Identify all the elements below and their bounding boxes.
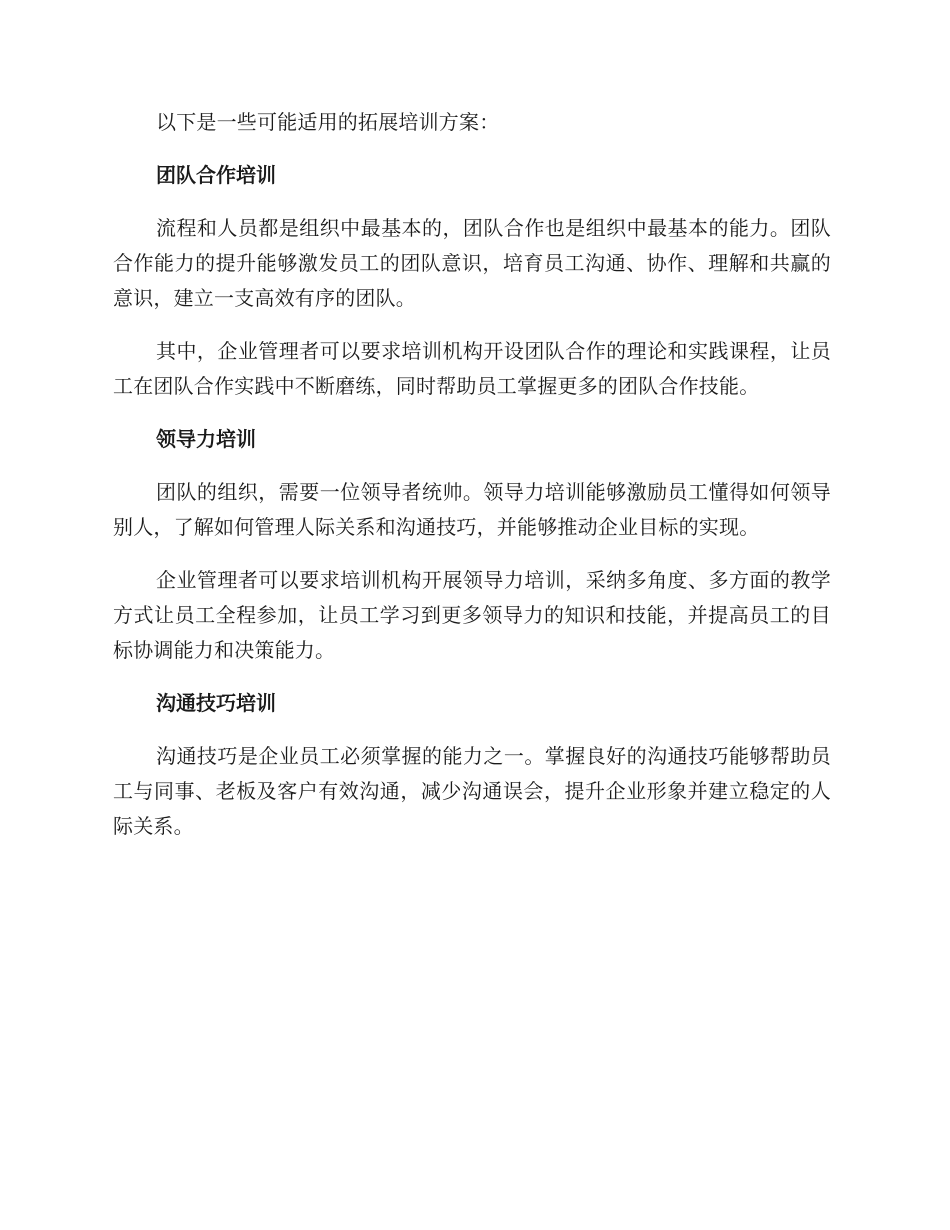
communication-paragraph-1: 沟通技巧是企业员工必须掌握的能力之一。掌握良好的沟通技巧能够帮助员工与同事、老板及客户有效沟通，减少沟通误会，提升企业形象并建立稳定的人际关系。: [113, 744, 831, 838]
document-body: [113, 105, 831, 862]
teamwork-paragraph-2: 其中，企业管理者可以要求培训机构开设团队合作的理论和实践课程，让员工在团队合作实践中不断磨练，同时帮助员工掌握更多的团队合作技能。: [113, 339, 831, 398]
leadership-paragraph-2: 企业管理者可以要求培训机构开展领导力培训，采纳多角度、多方面的教学方式让员工全程参加，让员工学习到更多领导力的知识和技能，并提高员工的目标协调能力和决策能力。: [113, 568, 831, 662]
teamwork-paragraph-1: 流程和人员都是组织中最基本的，团队合作也是组织中最基本的能力。团队合作能力的提升能够激发员工的团队意识，培育员工沟通、协作、理解和共赢的意识，建立一支高效有序的团队。: [113, 216, 831, 310]
section-heading-communication: 沟通技巧培训: [156, 691, 276, 715]
leadership-paragraph-1: 团队的组织，需要一位领导者统帅。领导力培训能够激励员工懂得如何领导别人，了解如何管理人际关系和沟通技巧，并能够推动企业目标的实现。: [113, 480, 831, 539]
section-heading-teamwork: 团队合作培训: [156, 163, 276, 187]
intro-paragraph: 以下是一些可能适用的拓展培训方案：: [156, 110, 500, 134]
section-heading-leadership: 领导力培训: [156, 427, 256, 451]
